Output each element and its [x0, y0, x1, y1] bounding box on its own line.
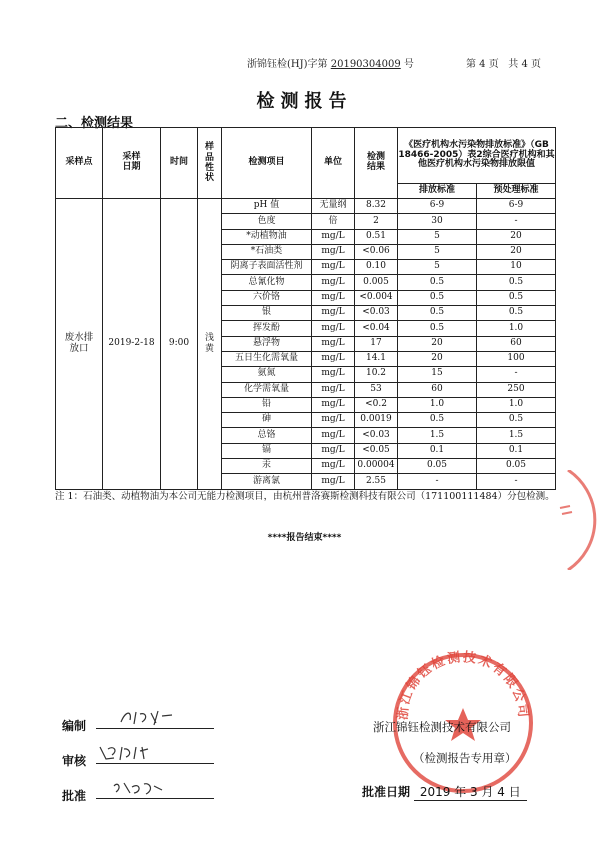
row-unit: mg/L: [312, 321, 355, 336]
review-label: 审核: [62, 754, 87, 768]
approval-date-label: 批准日期: [362, 785, 411, 799]
row-unit: mg/L: [312, 306, 355, 321]
row-item: *石油类: [222, 244, 312, 259]
row-limit-pretreat: 0.5: [477, 306, 556, 321]
row-unit: 无量纲: [312, 199, 355, 214]
row-limit-discharge: 0.5: [398, 321, 477, 336]
row-unit: mg/L: [312, 290, 355, 305]
page-title: 检测报告: [256, 91, 353, 112]
col-site: 采样点: [56, 128, 103, 199]
page-indicator: [466, 55, 541, 70]
row-limit-discharge: 15: [398, 367, 477, 382]
row-unit: mg/L: [312, 413, 355, 428]
approve-label: 批准: [62, 789, 87, 803]
row-unit: mg/L: [312, 275, 355, 290]
row-unit: mg/L: [312, 367, 355, 382]
report-number-value: 20190304009: [330, 59, 401, 70]
row-limit-discharge: 20: [398, 336, 477, 351]
row-result: 2: [355, 214, 398, 229]
row-item: 镉: [222, 443, 312, 458]
row-result: <0.2: [355, 397, 398, 412]
row-result: 0.00004: [355, 459, 398, 474]
footnote: 注 1：石油类、动植物油为本公司无能力检测项目，由杭州普洛赛斯检测科技有限公司（171100111484）分包检测。: [55, 491, 555, 502]
edge-seal-fragment-icon: [548, 470, 609, 570]
company-name: 浙江锦钰检测技术有限公司: [373, 720, 511, 734]
row-limit-pretreat: 0.5: [477, 413, 556, 428]
table-row: [56, 199, 556, 214]
row-item: 五日生化需氧量: [222, 351, 312, 366]
report-number-suffix: 号: [403, 59, 414, 70]
row-unit: mg/L: [312, 459, 355, 474]
report-number: [247, 55, 414, 70]
row-limit-pretreat: -: [477, 367, 556, 382]
row-limit-pretreat: 20: [477, 244, 556, 259]
row-item: 总铬: [222, 428, 312, 443]
row-result: 8.32: [355, 199, 398, 214]
row-limit-discharge: 1.5: [398, 428, 477, 443]
row-item: 游离氯: [222, 474, 312, 489]
report-number-prefix: 浙锦钰检(HJ)字第: [247, 59, 328, 70]
row-item: 阴离子表面活性剂: [222, 260, 312, 275]
seal-note: （检测报告专用章）: [413, 751, 517, 765]
col-item: 检测项目: [222, 128, 312, 199]
approve-signature-icon: [96, 778, 214, 798]
sample-site-label: 废水排放口: [64, 332, 94, 354]
row-unit: mg/L: [312, 229, 355, 244]
row-item: 砷: [222, 413, 312, 428]
row-unit: mg/L: [312, 428, 355, 443]
row-unit: mg/L: [312, 443, 355, 458]
row-limit-pretreat: 100: [477, 351, 556, 366]
col-limit-discharge: 排放标准: [398, 184, 477, 199]
results-table: [55, 127, 556, 490]
row-unit: 倍: [312, 214, 355, 229]
row-limit-discharge: 6-9: [398, 199, 477, 214]
row-limit-pretreat: 0.5: [477, 275, 556, 290]
row-unit: mg/L: [312, 474, 355, 489]
col-standard: 《医疗机构水污染物排放标准》（GB 18466-2005）表2综合医疗机构和其他医疗机构水污染物排放限值: [398, 128, 556, 184]
col-sample-trait: [198, 128, 222, 199]
row-limit-pretreat: 0.1: [477, 443, 556, 458]
col-limit-pretreat: 预处理标准: [477, 184, 556, 199]
row-result: 14.1: [355, 351, 398, 366]
row-result: <0.03: [355, 306, 398, 321]
row-result: <0.04: [355, 321, 398, 336]
row-result: 0.10: [355, 260, 398, 275]
row-limit-pretreat: 0.05: [477, 459, 556, 474]
row-result: <0.004: [355, 290, 398, 305]
row-result: 10.2: [355, 367, 398, 382]
row-unit: mg/L: [312, 244, 355, 259]
col-date: [103, 128, 161, 199]
row-limit-discharge: 60: [398, 382, 477, 397]
row-result: 17: [355, 336, 398, 351]
row-item: 汞: [222, 459, 312, 474]
row-limit-pretreat: 1.0: [477, 321, 556, 336]
row-limit-pretreat: 6-9: [477, 199, 556, 214]
row-limit-pretreat: -: [477, 474, 556, 489]
row-limit-pretreat: 60: [477, 336, 556, 351]
row-limit-discharge: 0.1: [398, 443, 477, 458]
row-limit-pretreat: 250: [477, 382, 556, 397]
col-unit: 单位: [312, 128, 355, 199]
seal-text: 浙江锦钰检测技术有限公司: [395, 650, 531, 721]
row-item: 铅: [222, 397, 312, 412]
row-item: 总氰化物: [222, 275, 312, 290]
row-limit-pretreat: 1.0: [477, 397, 556, 412]
sample-trait-label: 浅黄: [204, 333, 214, 354]
sample-site: [56, 199, 103, 490]
row-limit-discharge: 0.5: [398, 275, 477, 290]
review-signature-icon: [96, 743, 214, 763]
section-title: 二、检测结果: [55, 116, 134, 131]
row-result: 53: [355, 382, 398, 397]
row-limit-discharge: 5: [398, 260, 477, 275]
row-result: 0.005: [355, 275, 398, 290]
row-limit-discharge: 0.05: [398, 459, 477, 474]
row-limit-discharge: 0.5: [398, 413, 477, 428]
row-limit-pretreat: -: [477, 214, 556, 229]
row-limit-discharge: 1.0: [398, 397, 477, 412]
row-item: 化学需氧量: [222, 382, 312, 397]
row-result: <0.06: [355, 244, 398, 259]
row-limit-pretreat: 20: [477, 229, 556, 244]
row-item: *动植物油: [222, 229, 312, 244]
sample-date: 2019-2-18: [103, 199, 161, 490]
sample-time: 9:00: [161, 199, 198, 490]
row-result: 0.0019: [355, 413, 398, 428]
col-result-label: 检测结果: [366, 152, 385, 172]
row-result: 2.55: [355, 474, 398, 489]
sample-trait: [198, 199, 222, 490]
col-result: [355, 128, 398, 199]
row-item: 六价铬: [222, 290, 312, 305]
compile-signature: [96, 710, 214, 729]
row-limit-discharge: 5: [398, 229, 477, 244]
row-limit-discharge: 30: [398, 214, 477, 229]
row-result: <0.05: [355, 443, 398, 458]
row-limit-pretreat: 1.5: [477, 428, 556, 443]
page-total: 共 4 页: [508, 59, 542, 70]
row-unit: mg/L: [312, 351, 355, 366]
col-sample-trait-label: 样品性状: [204, 142, 214, 184]
compile-label: 编制: [62, 719, 87, 733]
row-limit-discharge: 0.5: [398, 290, 477, 305]
approval-date: [362, 783, 527, 801]
row-limit-pretreat: 0.5: [477, 290, 556, 305]
row-limit-pretreat: 10: [477, 260, 556, 275]
row-unit: mg/L: [312, 397, 355, 412]
row-limit-discharge: 5: [398, 244, 477, 259]
row-limit-discharge: 20: [398, 351, 477, 366]
row-unit: mg/L: [312, 260, 355, 275]
row-result: 0.51: [355, 229, 398, 244]
page-current: 第 4 页: [466, 59, 499, 70]
row-limit-discharge: 0.5: [398, 306, 477, 321]
row-item: 挥发酚: [222, 321, 312, 336]
row-unit: mg/L: [312, 382, 355, 397]
row-item: 悬浮物: [222, 336, 312, 351]
approval-date-value: 2019 年 3 月 4 日: [414, 783, 527, 801]
row-item: 色度: [222, 214, 312, 229]
row-limit-discharge: -: [398, 474, 477, 489]
compile-signature-icon: [96, 708, 214, 728]
row-item: 氨氮: [222, 367, 312, 382]
col-time: 时间: [161, 128, 198, 199]
row-item: pH 值: [222, 199, 312, 214]
report-end-marker: ****报告结束****: [267, 533, 342, 543]
row-result: <0.03: [355, 428, 398, 443]
results-body: [56, 199, 556, 490]
row-item: 银: [222, 306, 312, 321]
col-date-label: 采样日期: [122, 152, 141, 172]
approve-signature: [96, 780, 214, 799]
review-signature: [96, 745, 214, 764]
row-unit: mg/L: [312, 336, 355, 351]
